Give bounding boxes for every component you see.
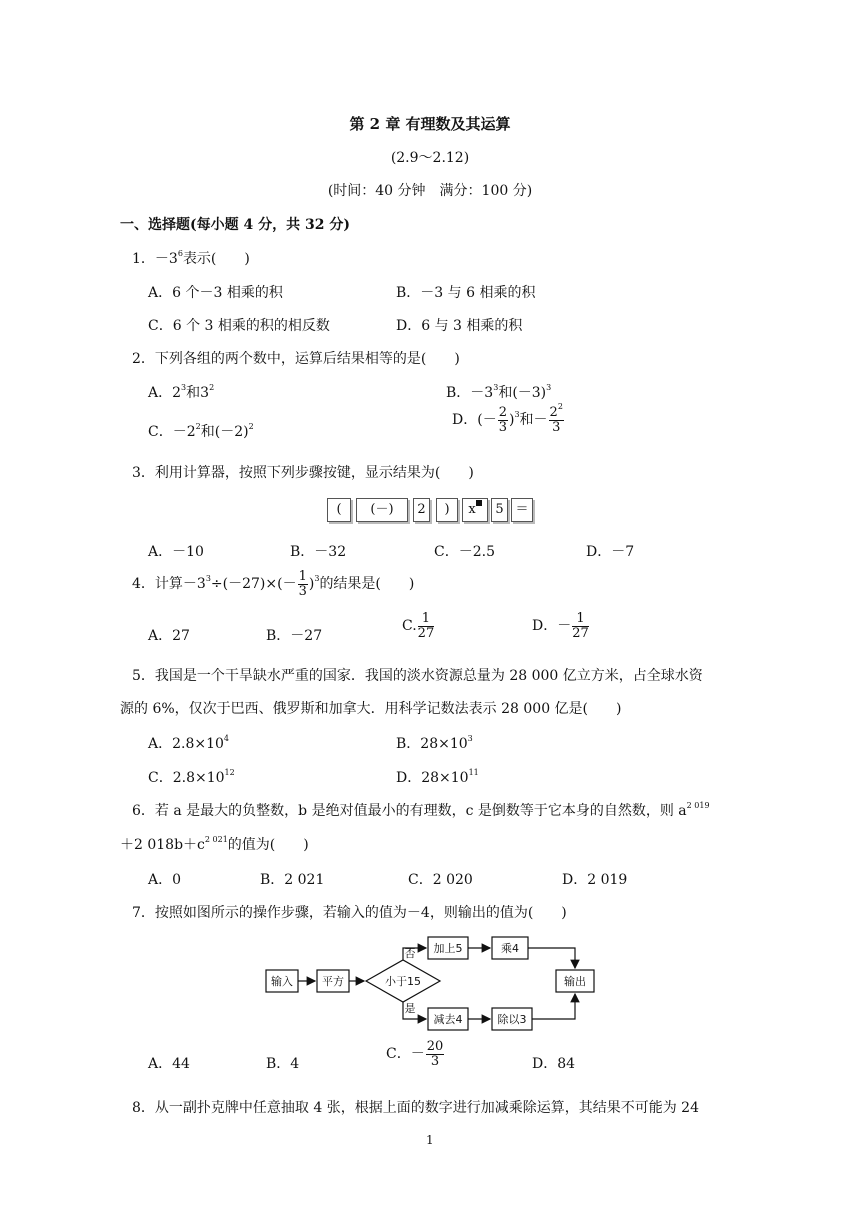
question-7-option-d: D．84	[532, 1056, 576, 1072]
question-2-stem: 2．下列各组的两个数中，运算后结果相等的是( )	[132, 351, 460, 367]
flow-label-no: 否	[404, 947, 416, 960]
question-5-option-a: A．$2.8\times 10^4$	[148, 734, 230, 752]
question-1-option-d: D．6 与 3 相乘的积	[396, 318, 523, 334]
flow-label-input: 输入	[271, 975, 293, 988]
question-1-option-c: C．6 个 3 相乘的积的相反数	[148, 318, 330, 334]
flow-label-yes: 是	[404, 1002, 416, 1015]
page-number: 1	[426, 1133, 434, 1147]
question-7-option-b: B．4	[266, 1056, 300, 1072]
flow-label-square: 平方	[322, 975, 344, 988]
question-4-option-c: C. $\frac{1}{27}$	[402, 611, 435, 641]
question-7-option-c: C．－ $\frac{20}{3}$	[386, 1039, 444, 1069]
question-5-line-1: 5．我国是一个干旱缺水严重的国家．我国的淡水资源总量为 28 000 亿立方米，占全球水资	[132, 668, 703, 684]
question-6-option-a: A．0	[148, 872, 182, 888]
calc-key-negative: (－)	[356, 498, 408, 522]
question-3-option-d: D．－7	[586, 544, 635, 560]
question-3-option-b: B．－32	[290, 544, 347, 560]
question-1-option-b: B．－3 与 6 相乘的积	[396, 285, 536, 301]
question-1-stem: 1．$-3^6$表示( )	[132, 249, 250, 267]
question-4-option-a: A．27	[148, 628, 190, 644]
question-2-option-c: C．$-2^2$和$(-2)^2$	[148, 422, 254, 440]
question-4-option-b: B．－27	[266, 628, 323, 644]
question-3-option-c: C．－2.5	[434, 544, 495, 560]
flow-label-output: 输出	[564, 975, 586, 988]
calc-key-power: x	[462, 498, 488, 522]
question-3-option-a: A．－10	[148, 544, 204, 560]
calc-key-open-paren: (	[327, 498, 351, 522]
question-4-stem: 4．计算$-3^3\div(-27)\times(-$ $\frac{1}{3}$ )$^3$的结果是( )	[132, 569, 415, 599]
calc-key-equals: ＝	[511, 498, 533, 522]
page-title: 第 2 章 有理数及其运算	[349, 115, 511, 133]
question-6-option-c: C．2 020	[408, 872, 473, 888]
question-5-option-b: B．$28\times 10^3$	[396, 734, 473, 752]
flow-label-div3: 除以3	[497, 1013, 527, 1026]
question-1-option-a: A．6 个－3 相乘的积	[148, 285, 283, 301]
question-4-option-d: D．－ $\frac{1}{27}$	[532, 611, 589, 641]
flow-label-add5: 加上5	[433, 942, 463, 955]
question-5-option-c: C．$2.8\times 10^{12}$	[148, 768, 235, 786]
page-subtitle: (2.9～2.12)	[390, 150, 470, 166]
question-5-option-d: D．$28\times 10^{11}$	[396, 768, 479, 786]
flow-label-sub4: 减去4	[433, 1013, 463, 1026]
question-7-option-a: A．44	[148, 1056, 190, 1072]
question-2-option-a: A．$2^3$和$3^2$	[148, 383, 215, 401]
question-2-option-d: D．(－ $\frac{2}{3}$ )$^3$和－ $\frac{2^2}{3}$	[452, 402, 563, 435]
question-8-line-1: 8．从一副扑克牌中任意抽取 4 张，根据上面的数字进行加减乘除运算，其结果不可能为 24	[132, 1100, 699, 1116]
question-6-line-1: 6．若 a 是最大的负整数，b 是绝对值最小的有理数，c 是倒数等于它本身的自然数，则 $a^{2 019}$	[132, 801, 710, 819]
question-6-line-2: ＋2 $018b+c^{2 021}$的值为( )	[120, 835, 309, 853]
question-3-stem: 3．利用计算器，按照下列步骤按键，显示结果为( )	[132, 465, 474, 481]
section-title: 一、选择题(每小题 4 分，共 32 分)	[120, 217, 350, 233]
calc-key-close-paren: )	[436, 498, 458, 522]
flow-label-mul4: 乘4	[501, 942, 519, 955]
exam-meta: (时间：40 分钟 满分：100 分)	[327, 183, 533, 199]
flow-label-condition: 小于15	[385, 975, 421, 988]
calc-key-2: 2	[413, 498, 430, 522]
question-6-option-b: B．2 021	[260, 872, 325, 888]
question-2-option-b: B．$-3^3$和$(-3)^3$	[446, 383, 552, 401]
calc-key-5: 5	[491, 498, 508, 522]
question-5-line-2: 源的 6%，仅次于巴西、俄罗斯和加拿大．用科学记数法表示 28 000 亿是( )	[120, 701, 622, 717]
question-7-stem: 7．按照如图所示的操作步骤，若输入的值为－4，则输出的值为( )	[132, 905, 567, 921]
question-6-option-d: D．2 019	[562, 872, 628, 888]
